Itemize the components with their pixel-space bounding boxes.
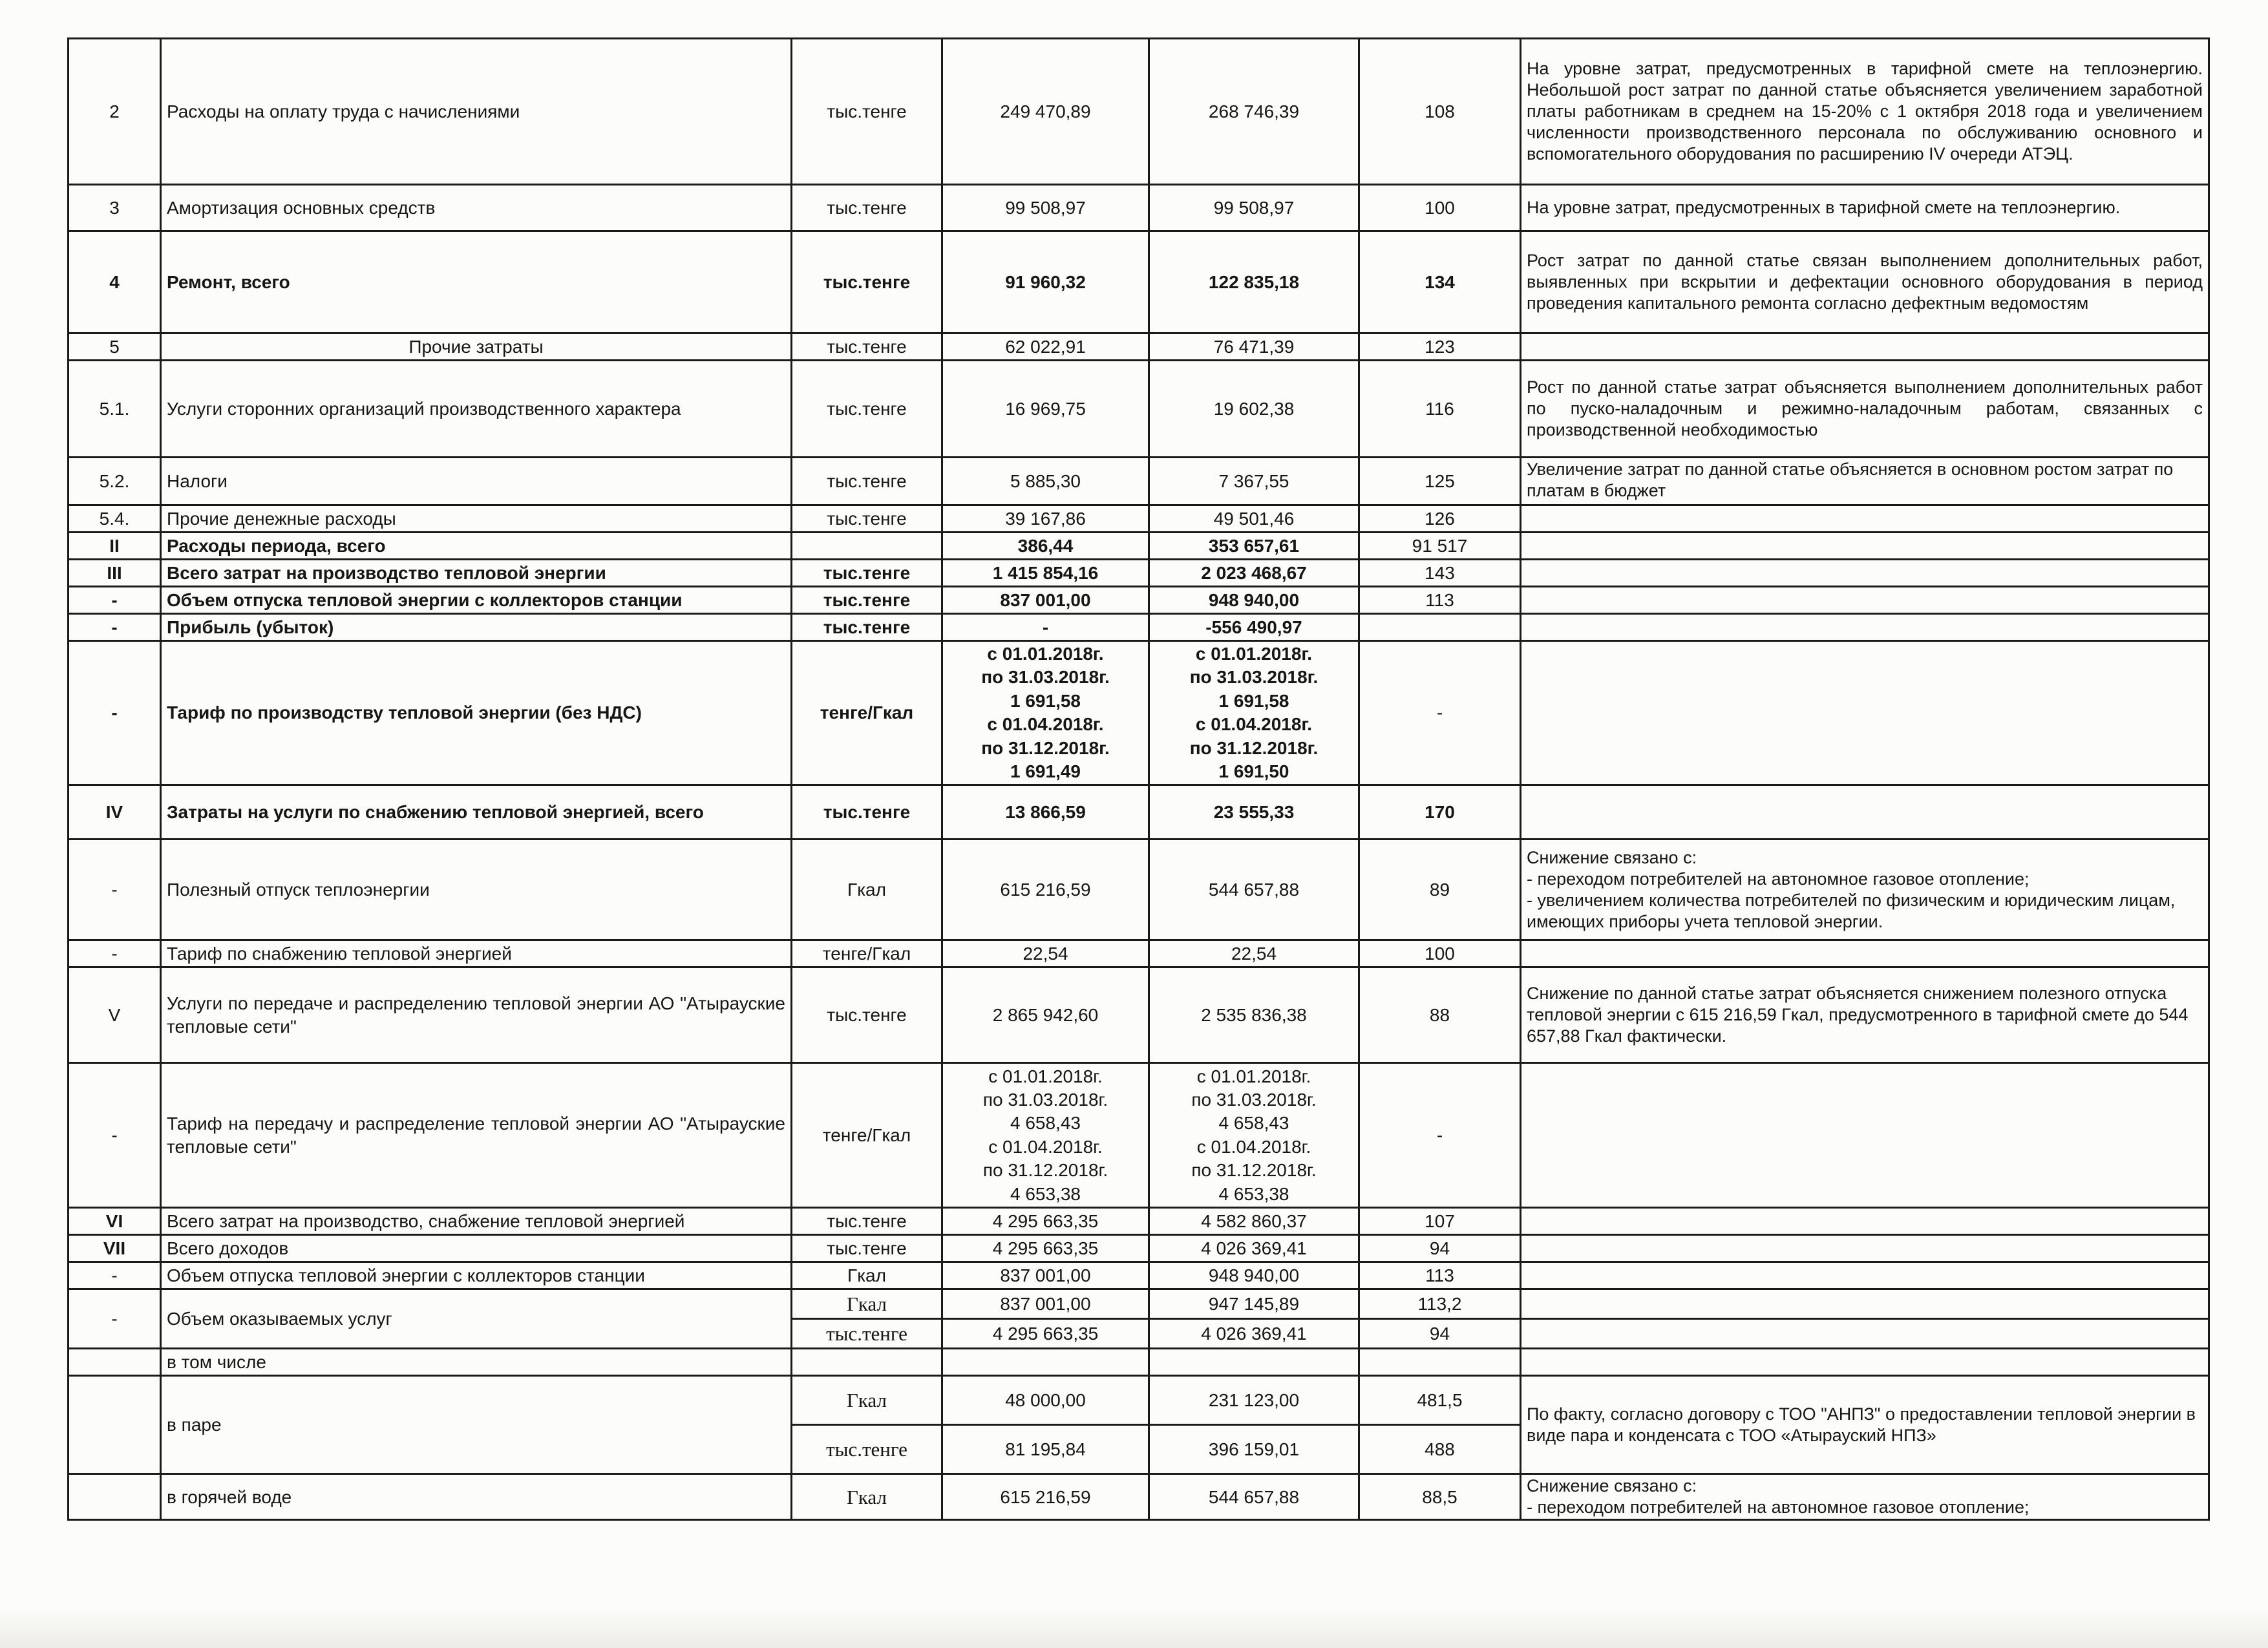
- row-fact-value: 4 582 860,37: [1149, 1208, 1359, 1235]
- row-percent: 107: [1359, 1208, 1521, 1235]
- row-plan-value: 91 960,32: [942, 231, 1149, 333]
- row-unit: тыс.тенге: [792, 185, 942, 231]
- tariff-line: 1 691,50: [1218, 761, 1289, 781]
- row-number: [69, 1349, 161, 1376]
- row-name: в горячей воде: [161, 1474, 792, 1520]
- row-unit: [792, 533, 942, 560]
- row-note: [1521, 587, 2209, 614]
- tariff-line: по 31.03.2018г.: [1189, 667, 1319, 688]
- row-name: Объем оказываемых услуг: [161, 1289, 792, 1349]
- row-unit: тыс.тенге: [792, 587, 942, 614]
- row-percent: 134: [1359, 231, 1521, 333]
- row-note: [1521, 1474, 2209, 1520]
- row-percent: 88: [1359, 967, 1521, 1063]
- row-name: Услуги сторонних организаций производственного характера: [161, 361, 792, 458]
- table-row: [69, 1262, 2209, 1289]
- row-unit: тыс.тенге: [792, 1425, 942, 1474]
- row-number: II: [69, 533, 161, 560]
- row-note: [1521, 1235, 2209, 1262]
- row-number: -: [69, 1063, 161, 1208]
- row-percent: 113: [1359, 1262, 1521, 1289]
- tariff-line: с 01.04.2018г.: [987, 714, 1104, 735]
- tariff-line: по 31.12.2018г.: [982, 1160, 1108, 1181]
- row-number: [69, 1376, 161, 1474]
- row-fact-value: [1149, 1063, 1359, 1208]
- row-name: Расходы периода, всего: [161, 533, 792, 560]
- row-note: Рост по данной статье затрат объясняется выполнением дополнительных работ по пуско-наладочным и режимно-наладочным работам, связанных с производственной необходимостью: [1521, 361, 2209, 458]
- row-number: 5.1.: [69, 361, 161, 458]
- table-row: [69, 1289, 2209, 1319]
- row-percent: 94: [1359, 1235, 1521, 1262]
- row-fact-value: 23 555,33: [1149, 785, 1359, 840]
- row-note: [1521, 641, 2209, 785]
- table-row: [69, 940, 2209, 967]
- row-plan-value: 837 001,00: [942, 1289, 1149, 1319]
- row-fact-value: 4 026 369,41: [1149, 1319, 1359, 1349]
- row-percent: 100: [1359, 940, 1521, 967]
- row-name: Прочие денежные расходы: [161, 505, 792, 533]
- table-row: [69, 39, 2209, 185]
- page-bottom-shadow: [0, 1609, 2268, 1648]
- row-number: 2: [69, 39, 161, 185]
- row-percent: 123: [1359, 333, 1521, 361]
- row-fact-value: 948 940,00: [1149, 587, 1359, 614]
- tariff-line: с 01.01.2018г.: [988, 1066, 1103, 1086]
- tariff-line: 4 653,38: [1218, 1183, 1289, 1204]
- row-number: IV: [69, 785, 161, 840]
- row-number: -: [69, 840, 161, 940]
- row-name: Полезный отпуск теплоэнергии: [161, 840, 792, 940]
- row-plan-value: 837 001,00: [942, 1262, 1149, 1289]
- tariff-line: с 01.04.2018г.: [1195, 714, 1313, 735]
- row-fact-value: 353 657,61: [1149, 533, 1359, 560]
- row-note: [1521, 505, 2209, 533]
- row-name: Тариф по производству тепловой энергии (без НДС): [161, 641, 792, 785]
- row-note: [1521, 840, 2209, 940]
- row-unit: тыс.тенге: [792, 614, 942, 641]
- row-plan-value: 5 885,30: [942, 458, 1149, 505]
- table-row: [69, 231, 2209, 333]
- row-fact-value: 22,54: [1149, 940, 1359, 967]
- row-unit: Гкал: [792, 1289, 942, 1319]
- row-plan-value: 386,44: [942, 533, 1149, 560]
- row-number: [69, 1474, 161, 1520]
- row-plan-value: 615 216,59: [942, 840, 1149, 940]
- row-plan-value: 22,54: [942, 940, 1149, 967]
- row-name: Услуги по передаче и распределению тепловой энергии АО "Атырауские тепловые сети": [161, 967, 792, 1063]
- row-unit: [792, 1349, 942, 1376]
- row-percent: 91 517: [1359, 533, 1521, 560]
- row-number: -: [69, 940, 161, 967]
- row-name: Всего затрат на производство тепловой энергии: [161, 560, 792, 587]
- row-note: [1521, 940, 2209, 967]
- row-fact-value: 947 145,89: [1149, 1289, 1359, 1319]
- row-plan-value: 39 167,86: [942, 505, 1149, 533]
- row-fact-value: 544 657,88: [1149, 840, 1359, 940]
- row-plan-value: 837 001,00: [942, 587, 1149, 614]
- row-unit: Гкал: [792, 1262, 942, 1289]
- row-fact-value: 2 535 836,38: [1149, 967, 1359, 1063]
- row-number: -: [69, 1262, 161, 1289]
- row-fact-value: -556 490,97: [1149, 614, 1359, 641]
- row-number: 5.2.: [69, 458, 161, 505]
- row-unit: Гкал: [792, 1474, 942, 1520]
- row-unit: тыс.тенге: [792, 1319, 942, 1349]
- row-unit: тыс.тенге: [792, 361, 942, 458]
- row-percent: 113: [1359, 587, 1521, 614]
- tariff-report-table: [67, 37, 2210, 1521]
- row-percent: 94: [1359, 1319, 1521, 1349]
- tariff-line: 4 653,38: [1010, 1183, 1081, 1204]
- row-fact-value: 544 657,88: [1149, 1474, 1359, 1520]
- row-note: Снижение по данной статье затрат объясняется снижением полезного отпуска тепловой энергии с 615 216,59 Гкал, предусмотренного в тарифной смете до 544 657,88 Гкал фактически.: [1521, 967, 2209, 1063]
- row-name: Тариф на передачу и распределение тепловой энергии АО "Атырауские тепловые сети": [161, 1063, 792, 1208]
- row-number: 3: [69, 185, 161, 231]
- tariff-line: 4 658,43: [1010, 1113, 1081, 1134]
- row-fact-value: 396 159,01: [1149, 1425, 1359, 1474]
- row-unit: тыс.тенге: [792, 967, 942, 1063]
- row-percent: 488: [1359, 1425, 1521, 1474]
- row-plan-value: 99 508,97: [942, 185, 1149, 231]
- table-row: [69, 560, 2209, 587]
- tariff-line: по 31.12.2018г.: [1189, 737, 1319, 758]
- table-row: [69, 840, 2209, 940]
- row-plan-value: 2 865 942,60: [942, 967, 1149, 1063]
- tariff-line: по 31.03.2018г.: [981, 667, 1110, 688]
- row-unit: тыс.тенге: [792, 505, 942, 533]
- table-row: [69, 1208, 2209, 1235]
- row-plan-value: [942, 641, 1149, 785]
- table-row: [69, 333, 2209, 361]
- row-number: VII: [69, 1235, 161, 1262]
- row-number: -: [69, 587, 161, 614]
- table-row: [69, 1474, 2209, 1520]
- row-name: Объем отпуска тепловой энергии с коллекторов станции: [161, 587, 792, 614]
- table-row: [69, 614, 2209, 641]
- row-fact-value: 268 746,39: [1149, 39, 1359, 185]
- row-fact-value: 76 471,39: [1149, 333, 1359, 361]
- row-plan-value: 13 866,59: [942, 785, 1149, 840]
- row-unit: тенге/Гкал: [792, 1063, 942, 1208]
- row-fact-value: [1149, 1349, 1359, 1376]
- note-line: - увеличением количества потребителей по физическим и юридическим лицам, имеющих приборы учета тепловой энергии.: [1527, 890, 2176, 931]
- row-name: Ремонт, всего: [161, 231, 792, 333]
- row-percent: 481,5: [1359, 1376, 1521, 1425]
- table-row: [69, 967, 2209, 1063]
- table-row: [69, 785, 2209, 840]
- tariff-line: по 31.12.2018г.: [981, 737, 1110, 758]
- row-percent: -: [1359, 641, 1521, 785]
- row-note: [1521, 1262, 2209, 1289]
- row-percent: 125: [1359, 458, 1521, 505]
- row-plan-value: 62 022,91: [942, 333, 1149, 361]
- note-line: - переходом потребителей на автономное газовое отопление;: [1527, 1497, 2030, 1517]
- row-unit: тыс.тенге: [792, 458, 942, 505]
- row-plan-value: 48 000,00: [942, 1376, 1149, 1425]
- table-row: [69, 533, 2209, 560]
- row-fact-value: 19 602,38: [1149, 361, 1359, 458]
- row-note: [1521, 785, 2209, 840]
- tariff-line: по 31.03.2018г.: [1191, 1090, 1317, 1110]
- row-note: [1521, 333, 2209, 361]
- row-name: Прибыль (убыток): [161, 614, 792, 641]
- row-plan-value: 4 295 663,35: [942, 1208, 1149, 1235]
- row-percent: 143: [1359, 560, 1521, 587]
- tariff-line: с 01.01.2018г.: [1196, 1066, 1311, 1086]
- row-unit: тенге/Гкал: [792, 641, 942, 785]
- tariff-line: 1 691,58: [1010, 690, 1081, 711]
- tariff-line: по 31.03.2018г.: [982, 1090, 1108, 1110]
- row-note: На уровне затрат, предусмотренных в тарифной смете на теплоэнергию. Небольшой рост затрат по данной статье объясняется увеличением заработной платы работникам в среднем на 15-20% с 1 октября 2018 года и увеличением численности производственного персонала по обслуживанию основного и вспомогательного оборудования по расширению IV очереди АТЭЦ.: [1521, 39, 2209, 185]
- row-percent: [1359, 614, 1521, 641]
- row-number: 5.4.: [69, 505, 161, 533]
- tariff-line: с 01.04.2018г.: [1196, 1136, 1311, 1157]
- row-number: -: [69, 641, 161, 785]
- tariff-line: 1 691,58: [1218, 690, 1289, 711]
- row-name: Расходы на оплату труда с начислениями: [161, 39, 792, 185]
- row-plan-value: 615 216,59: [942, 1474, 1149, 1520]
- row-plan-value: [942, 1063, 1149, 1208]
- row-number: VI: [69, 1208, 161, 1235]
- row-unit: тыс.тенге: [792, 785, 942, 840]
- row-plan-value: 81 195,84: [942, 1425, 1149, 1474]
- row-note: [1521, 614, 2209, 641]
- row-note: [1521, 1208, 2209, 1235]
- row-name: Прочие затраты: [161, 333, 792, 361]
- tariff-line: 4 658,43: [1218, 1113, 1289, 1134]
- row-note: [1521, 1319, 2209, 1349]
- row-fact-value: 948 940,00: [1149, 1262, 1359, 1289]
- row-unit: тыс.тенге: [792, 1208, 942, 1235]
- table-row: [69, 1063, 2209, 1208]
- row-percent: 113,2: [1359, 1289, 1521, 1319]
- table-row: [69, 361, 2209, 458]
- row-unit: тыс.тенге: [792, 560, 942, 587]
- tariff-line: 1 691,49: [1010, 761, 1081, 781]
- row-percent: 170: [1359, 785, 1521, 840]
- row-fact-value: 122 835,18: [1149, 231, 1359, 333]
- row-percent: -: [1359, 1063, 1521, 1208]
- row-plan-value: 249 470,89: [942, 39, 1149, 185]
- tariff-line: с 01.01.2018г.: [987, 644, 1104, 664]
- row-fact-value: 99 508,97: [1149, 185, 1359, 231]
- table-row: [69, 1349, 2209, 1376]
- note-line: Снижение связано с:: [1527, 847, 1697, 867]
- row-percent: 100: [1359, 185, 1521, 231]
- row-fact-value: 2 023 468,67: [1149, 560, 1359, 587]
- row-percent: 126: [1359, 505, 1521, 533]
- row-plan-value: [942, 1349, 1149, 1376]
- row-unit: Гкал: [792, 1376, 942, 1425]
- row-percent: 108: [1359, 39, 1521, 185]
- row-fact-value: [1149, 641, 1359, 785]
- row-name: Всего затрат на производство, снабжение тепловой энергией: [161, 1208, 792, 1235]
- tariff-line: по 31.12.2018г.: [1191, 1160, 1317, 1181]
- note-line: Снижение связано с:: [1527, 1476, 1697, 1496]
- tariff-line: с 01.01.2018г.: [1195, 644, 1313, 664]
- row-name: в том числе: [161, 1349, 792, 1376]
- row-number: -: [69, 614, 161, 641]
- row-plan-value: 1 415 854,16: [942, 560, 1149, 587]
- row-percent: 88,5: [1359, 1474, 1521, 1520]
- row-note: По факту, согласно договору с ТОО "АНПЗ" о предоставлении тепловой энергии в виде пара и конденсата с ТОО «Атырауский НПЗ»: [1521, 1376, 2209, 1474]
- row-unit: тыс.тенге: [792, 39, 942, 185]
- row-unit: тыс.тенге: [792, 333, 942, 361]
- row-unit: Гкал: [792, 840, 942, 940]
- row-number: 5: [69, 333, 161, 361]
- table-row: [69, 587, 2209, 614]
- row-name: Амортизация основных средств: [161, 185, 792, 231]
- row-name: в паре: [161, 1376, 792, 1474]
- row-fact-value: 231 123,00: [1149, 1376, 1359, 1425]
- row-plan-value: 16 969,75: [942, 361, 1149, 458]
- row-unit: тыс.тенге: [792, 1235, 942, 1262]
- row-name: Всего доходов: [161, 1235, 792, 1262]
- row-percent: [1359, 1349, 1521, 1376]
- row-note: Рост затрат по данной статье связан выполнением дополнительных работ, выявленных при вскрытии и дефектации основного оборудования в период проведения капитального ремонта согласно дефектным ведомостям: [1521, 231, 2209, 333]
- row-name: Налоги: [161, 458, 792, 505]
- row-name: Объем отпуска тепловой энергии с коллекторов станции: [161, 1262, 792, 1289]
- row-plan-value: -: [942, 614, 1149, 641]
- row-plan-value: 4 295 663,35: [942, 1319, 1149, 1349]
- tariff-line: с 01.04.2018г.: [988, 1136, 1103, 1157]
- table-row: [69, 641, 2209, 785]
- row-number: -: [69, 1289, 161, 1349]
- row-note: На уровне затрат, предусмотренных в тарифной смете на теплоэнергию.: [1521, 185, 2209, 231]
- row-number: 4: [69, 231, 161, 333]
- row-percent: 89: [1359, 840, 1521, 940]
- note-line: - переходом потребителей на автономное газовое отопление;: [1527, 869, 2030, 889]
- row-note: [1521, 1349, 2209, 1376]
- table-row: [69, 505, 2209, 533]
- table-row: [69, 185, 2209, 231]
- row-number: III: [69, 560, 161, 587]
- table-row: [69, 1235, 2209, 1262]
- row-note: [1521, 533, 2209, 560]
- row-note: [1521, 560, 2209, 587]
- row-number: V: [69, 967, 161, 1063]
- row-fact-value: 49 501,46: [1149, 505, 1359, 533]
- row-unit: тыс.тенге: [792, 231, 942, 333]
- row-plan-value: 4 295 663,35: [942, 1235, 1149, 1262]
- table-row: [69, 1376, 2209, 1425]
- row-note: Увеличение затрат по данной статье объясняется в основном ростом затрат по платам в бюджет: [1521, 458, 2209, 505]
- row-name: Тариф по снабжению тепловой энергией: [161, 940, 792, 967]
- row-fact-value: 4 026 369,41: [1149, 1235, 1359, 1262]
- row-note: [1521, 1289, 2209, 1319]
- table-row: [69, 458, 2209, 505]
- row-percent: 116: [1359, 361, 1521, 458]
- row-fact-value: 7 367,55: [1149, 458, 1359, 505]
- row-name: Затраты на услуги по снабжению тепловой энергией, всего: [161, 785, 792, 840]
- row-note: [1521, 1063, 2209, 1208]
- row-unit: тенге/Гкал: [792, 940, 942, 967]
